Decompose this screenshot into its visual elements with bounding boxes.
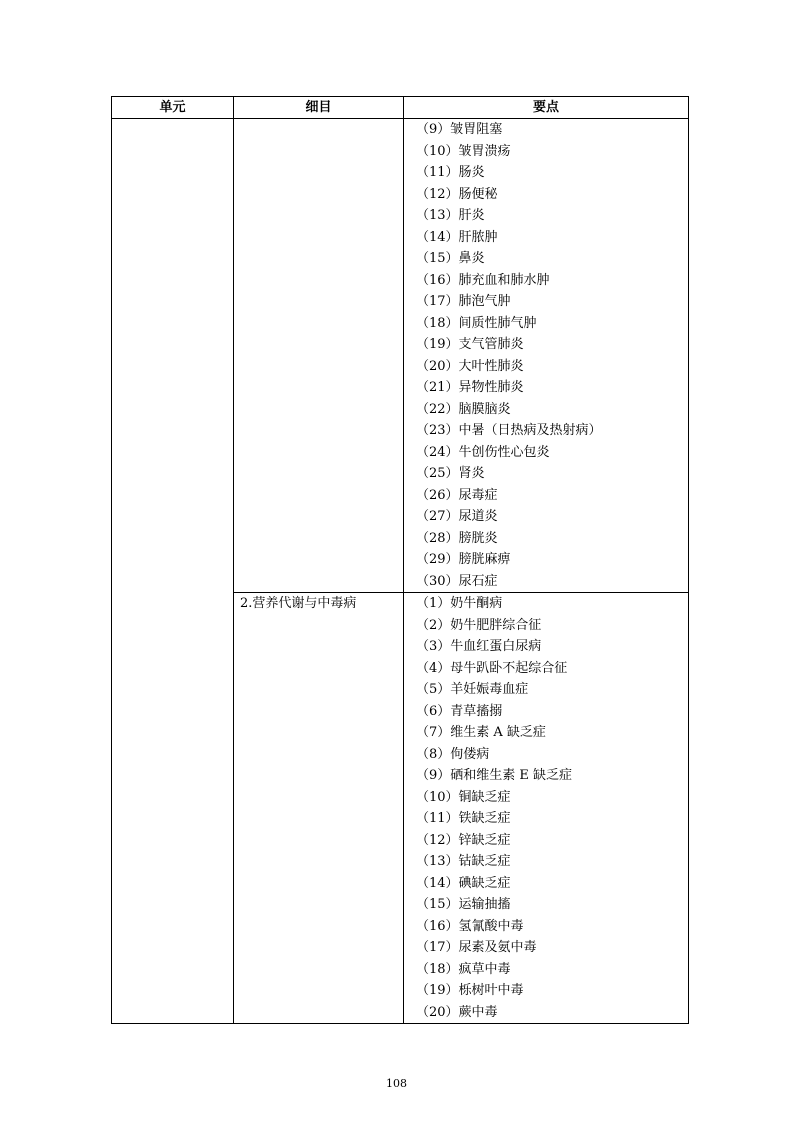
point-item: （6）青草搐搦: [416, 703, 503, 719]
point-item: （2）奶牛肥胖综合征: [416, 617, 542, 633]
point-item: （28）膀胱炎: [416, 530, 498, 546]
points-list: [404, 119, 688, 592]
point-item: （9）皱胃阻塞: [416, 122, 503, 137]
point-item: （11）铁缺乏症: [416, 811, 511, 826]
point-item: （17）尿素及氨中毒: [416, 940, 537, 955]
point-item: （20）大叶性肺炎: [416, 358, 524, 374]
points-cell: [404, 593, 689, 1024]
point-item: （27）尿道炎: [416, 509, 498, 524]
point-item: （10）铜缺乏症: [416, 789, 511, 805]
table-row: [112, 119, 689, 593]
table-header-row: [112, 97, 689, 119]
point-item: （16）氢氰酸中毒: [416, 918, 524, 934]
point-item: （19）支气管肺炎: [416, 337, 524, 352]
point-item: （11）肠炎: [416, 165, 485, 180]
point-item: （16）肺充血和肺水肿: [416, 272, 550, 288]
header-point: 要点: [404, 97, 689, 119]
point-item: （21）异物性肺炎: [416, 380, 524, 395]
point-item: （29）膀胱麻痹: [416, 552, 511, 567]
header-item: 细目: [234, 97, 404, 119]
point-item: （24）牛创伤性心包炎: [416, 444, 550, 460]
point-item: （30）尿石症: [416, 573, 498, 589]
unit-cell: [112, 119, 234, 1024]
point-item: （20）蕨中毒: [416, 1004, 498, 1020]
point-item: （10）皱胃溃疡: [416, 143, 511, 159]
item-cell: [234, 119, 404, 593]
point-item: （19）栎树叶中毒: [416, 983, 524, 998]
syllabus-table: [111, 96, 689, 1024]
point-item: （18）疯草中毒: [416, 961, 511, 977]
point-item: （12）肠便秘: [416, 186, 498, 202]
point-item: （14）肝脓肿: [416, 229, 498, 245]
point-item: （15）运输抽搐: [416, 897, 511, 912]
point-item: （7）维生素 A 缺乏症: [416, 725, 546, 740]
point-item: （13）钴缺乏症: [416, 854, 511, 869]
point-item: （5）羊妊娠毒血症: [416, 682, 529, 697]
point-item: （14）碘缺乏症: [416, 875, 511, 891]
point-item: （26）尿毒症: [416, 487, 498, 503]
point-item: （3）牛血红蛋白尿病: [416, 639, 542, 654]
point-item: （9）硒和维生素 E 缺乏症: [416, 768, 573, 783]
item-label: 2.营养代谢与中毒病: [240, 596, 357, 611]
table-body: [112, 119, 689, 1024]
point-item: （23）中暑（日热病及热射病）: [416, 423, 602, 438]
page-number: 108: [386, 1077, 407, 1090]
point-item: （15）鼻炎: [416, 251, 485, 266]
item-cell: [234, 593, 404, 1024]
point-item: （17）肺泡气肿: [416, 294, 511, 309]
point-item: （18）间质性肺气肿: [416, 315, 537, 331]
point-item: （1）奶牛酮病: [416, 596, 503, 611]
point-item: （8）佝偻病: [416, 746, 490, 762]
points-list: [404, 593, 688, 1023]
point-item: （22）脑膜脑炎: [416, 401, 511, 417]
point-item: （25）肾炎: [416, 466, 485, 481]
point-item: （12）锌缺乏症: [416, 832, 511, 848]
point-item: （13）肝炎: [416, 208, 485, 223]
point-item: （4）母牛趴卧不起综合征: [416, 660, 568, 676]
points-cell: [404, 119, 689, 593]
header-unit: 单元: [112, 97, 234, 119]
